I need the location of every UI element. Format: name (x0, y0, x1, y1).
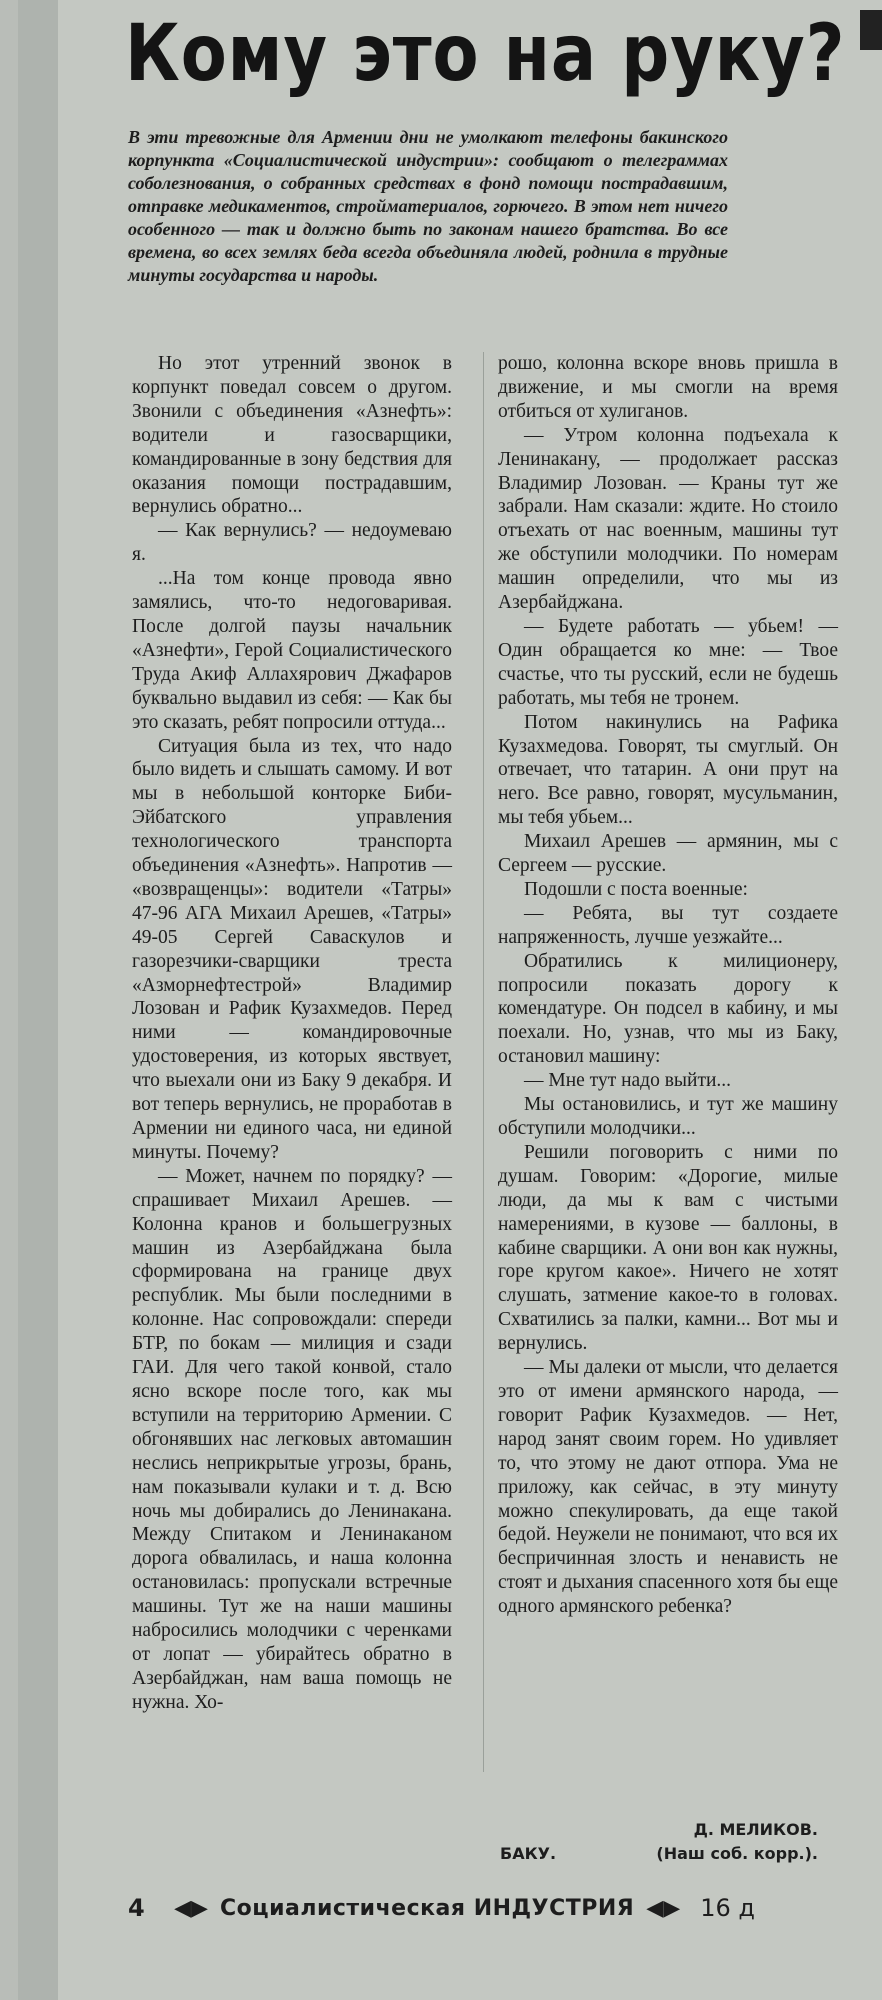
paragraph: Мы остановились, и тут же машину обступили молодчики... (498, 1094, 838, 1139)
paragraph: — Мне тут надо выйти... (524, 1070, 732, 1092)
paragraph: — Мы далеки от мысли, что делается это от имени армянского народа, — говорит Рафик Кузахмедов. — Нет, народ занят своим горем. Но удивляет то, что этому не дают отпора. Ума не приложу, как сейчас, в эту минуту можно спекулировать, да еще такой бедой. Неужели не понимают, что вся их беспричинная злость и ненависть не стоят и дыхания спасенного хотя бы еще одного армянского ребенка? (498, 1357, 838, 1618)
issue-date: 16 д (700, 1894, 755, 1922)
article-column-2 (498, 352, 838, 1619)
paragraph: — Ребята, вы тут создаете напряженность, лучше уезжайте... (498, 902, 838, 948)
paragraph: Ситуация была из тех, что надо было видеть и слышать самому. И вот мы в небольшой конторке Биби-Эйбатского управления технологического транспорта объединения «Азнефть». Напротив — «возвращенцы»: водители «Татры» 47-96 АГА Михаил Арешев, «Татры» 49-05 Сергей Саваскулов и газорезчики-сварщики треста «Азморнефтестрой» Владимир Лозован и Рафик Кузахмедов. Перед ними — командировочные удостоверения, из которых явствует, что выехали они из Баку 9 декабря. И вот теперь вернулись, не проработав в Армении ни единого часа, ни единой минуты. Почему? (132, 735, 452, 1163)
paragraph: Подошли с поста военные: (524, 878, 748, 900)
paragraph: — Может, начнем по порядку? — спрашивает Михаил Арешев. — Колонна кранов и большегрузных машин из Азербайджана была сформирована на границе двух республик. Мы были последними в колонне. Нас сопровождали: спереди БТР, по бокам — милиция и сзади ГАИ. Для чего такой конвой, стало ясно вскоре после того, как мы вступили на территорию Армении. С обгонявших нас легковых автомашин неслись неприкрытые угрозы, брань, нам показывали кулаки и т. д. Всю ночь мы добирались до Ленинакана. Между Спитаком и Ленинаканом дорога обвалилась, и наша колонна остановилась: пропускали встречные машины. Тут же на наши машины набросились молодчики с черенками от лопат — убирайтесь обратно в Азербайджан, нам ваша помощь не нужна. Хо- (132, 1165, 452, 1713)
paragraph: ...На том конце провода явно замялись, что-то недоговаривая. После долгой паузы начальник «Азнефти», Герой Социалистического Труда Акиф Аллахярович Джафаров буквально выдавил из себя: — Как бы это сказать, ребят попросили оттуда... (132, 568, 452, 733)
author-role: (Наш соб. корр.). (656, 1844, 818, 1863)
city: БАКУ. (500, 1844, 557, 1863)
dateline (500, 1842, 818, 1866)
double-arrow-icon: ◀▶ (646, 1895, 681, 1921)
double-arrow-icon: ◀▶ (174, 1895, 208, 1921)
adjacent-article-fragment (860, 10, 882, 50)
byline (500, 1818, 818, 1866)
paragraph: — Как вернулись? — недоумеваю я. (132, 520, 452, 566)
author-name: Д. МЕЛИКОВ. (693, 1820, 818, 1839)
page-footer (128, 1888, 882, 1928)
paragraph: — Утром колонна подъехала к Ленинакану, — продолжает рассказ Владимир Лозован. — Краны тут же забрали. Нам сказали: ждите. Но стоило отъехать от нас военным, машины тут же обступили молодчики. По номерам машин определили, что мы из Азербайджана. (498, 424, 838, 614)
column-divider (483, 352, 484, 1772)
newspaper-name: Социалистическая ИНДУСТРИЯ (220, 1895, 635, 1921)
paragraph: Потом накинулись на Рафика Кузахмедова. Говорят, ты смуглый. Он отвечает, что татарин. А они прут на него. Все равно, говорят, мусульманин, мы тебя убьем... (498, 711, 838, 829)
paragraph: Обратились к милиционеру, попросили показать дорогу к комендатуре. Он подсел в кабину, и мы поехали. Но, узнав, что мы из Баку, остановил машину: (498, 950, 838, 1068)
paragraph: Но этот утренний звонок в корпункт поведал совсем о другом. Звонили с объединения «Азнефть»: водители и газосварщики, командированные в зону бедствия для оказания помощи пострадавшим, вернулись обратно... (132, 353, 452, 518)
paragraph: рошо, колонна вскоре вновь пришла в движение, и мы смогли на время отбиться от хулиганов. (498, 353, 838, 422)
headline: Кому это на руку? (125, 9, 846, 99)
paragraph: — Будете работать — убьем! — Один обращается ко мне: — Твое счастье, что ты русский, если не будешь работать, мы тебя не тронем. (498, 615, 838, 709)
page-shadow (18, 0, 58, 2000)
paragraph: Михаил Арешев — армянин, мы с Сергеем — русские. (498, 831, 838, 877)
article-column-1 (132, 352, 452, 1715)
lead-paragraph: В эти тревожные для Армении дни не умолкают телефоны бакинского корпункта «Социалистической индустрии»: сообщают о телеграммах соболезнования, о собранных средствах в фонд помощи пострадавшим, отправке медикаментов, стройматериалов, горючего. В этом нет ничего особенного — так и должно быть по законам нашего братства. Во все времена, во всех землях беда всегда объединяла людей, роднила в трудные минуты государства и народы. (128, 127, 728, 285)
page-number: 4 (128, 1894, 145, 1922)
paragraph: Решили поговорить с ними по душам. Говорим: «Дорогие, милые люди, да мы к вам с чистыми намерениями, в кузове — баллоны, в кабине сварщики. А они вон как нужны, горе кругом какое». Ничего не хотят слушать, затмение какое-то в головах. Схватились за палки, камни... Вот мы и вернулись. (498, 1141, 838, 1355)
